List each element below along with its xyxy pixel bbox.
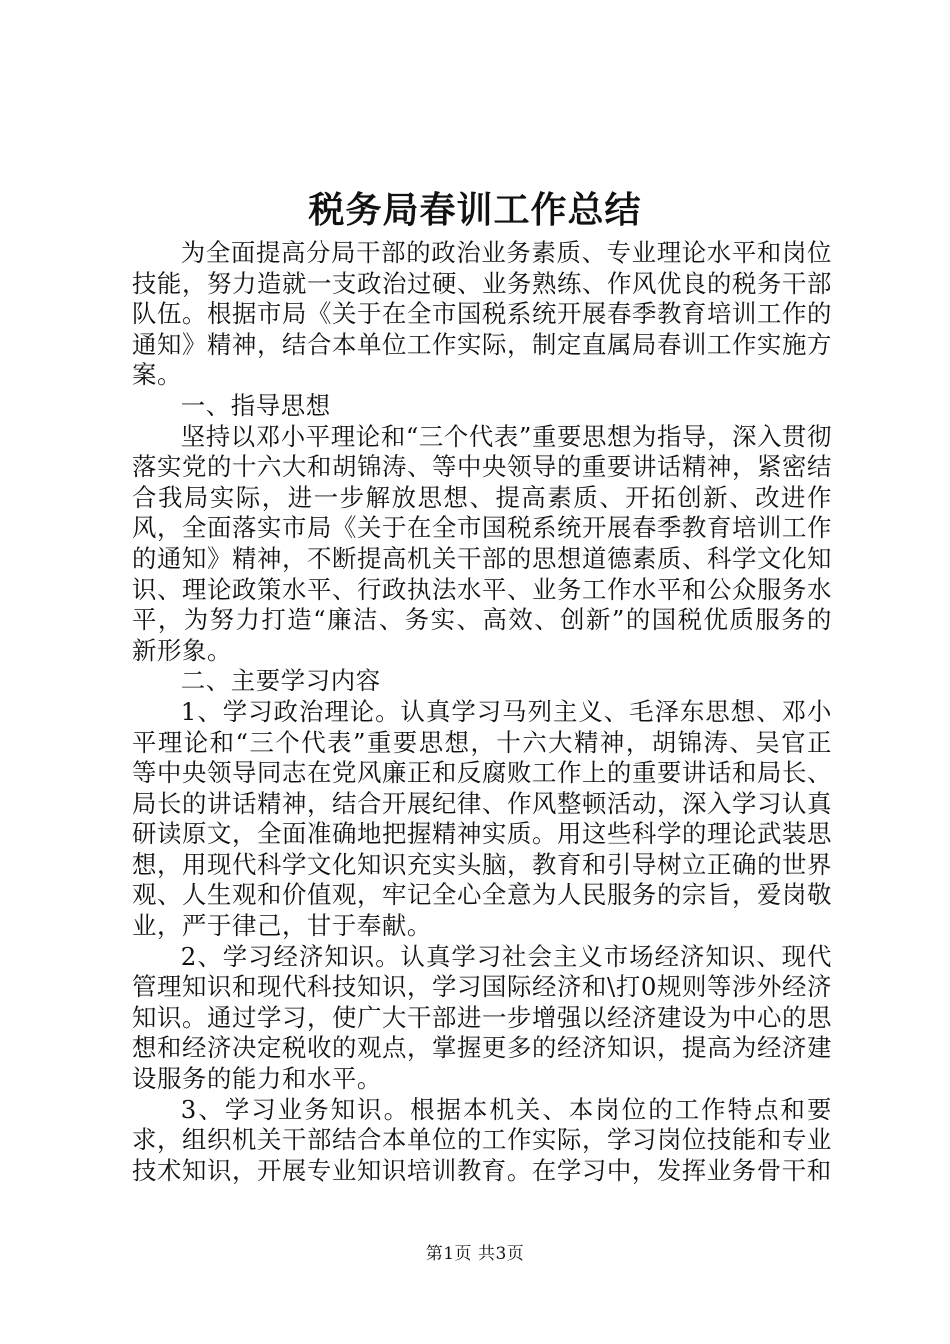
economic-knowledge-paragraph: 2、学习经济知识。认真学习社会主义市场经济知识、现代管理知识和现代科技知识，学习国际经济和\打0规则等涉外经济知识。通过学习，使广大干部进一步增强以经济建设为中心的思想和经济决定税收的观点，掌握更多的经济知识，提高为经济建设服务的能力和水平。 (132, 941, 832, 1094)
business-knowledge-paragraph: 3、学习业务知识。根据本机关、本岗位的工作特点和要求，组织机关干部结合本单位的工作实际，学习岗位技能和专业技术知识，开展专业知识培训教育。在学习中，发挥业务骨干和 (132, 1094, 832, 1185)
political-theory-paragraph: 1、学习政治理论。认真学习马列主义、毛泽东思想、邓小平理论和“三个代表”重要思想，十六大精神，胡锦涛、吴官正等中央领导同志在党风廉正和反腐败工作上的重要讲话和局长、局长的讲话精神，结合开展纪律、作风整顿活动，深入学习认真研读原文，全面准确地把握精神实质。用这些科学的理论武装思想，用现代科学文化知识充实头脑，教育和引导树立正确的世界观、人生观和价值观，牢记全心全意为人民服务的宗旨，爱岗敬业，严于律己，甘于奉献。 (132, 696, 832, 941)
section-heading-guiding-ideology: 一、指导思想 (180, 390, 331, 420)
guiding-ideology-paragraph: 坚持以邓小平理论和“三个代表”重要思想为指导，深入贯彻落实党的十六大和胡锦涛、等中央领导的重要讲话精神，紧密结合我局实际，进一步解放思想、提高素质、开拓创新、改进作风，全面落实市局《关于在全市国税系统开展春季教育培训工作的通知》精神，不断提高机关干部的思想道德素质、科学文化知识、理论政策水平、行政执法水平、业务工作水平和公众服务水平，为努力打造“廉洁、务实、高效、创新”的国税优质服务的新形象。 (132, 421, 832, 665)
section-heading-main-content: 二、主要学习内容 (180, 666, 381, 696)
page-number: 第1页 共3页 (425, 1244, 525, 1264)
document-body (132, 238, 832, 1186)
intro-paragraph: 为全面提高分局干部的政治业务素质、专业理论水平和岗位技能，努力造就一支政治过硬、业务熟练、作风优良的税务干部队伍。根据市局《关于在全市国税系统开展春季教育培训工作的通知》精神，结合本单位工作实际，制定直属局春训工作实施方案。 (132, 238, 832, 390)
document-title: 税务局春训工作总结 (308, 189, 642, 231)
